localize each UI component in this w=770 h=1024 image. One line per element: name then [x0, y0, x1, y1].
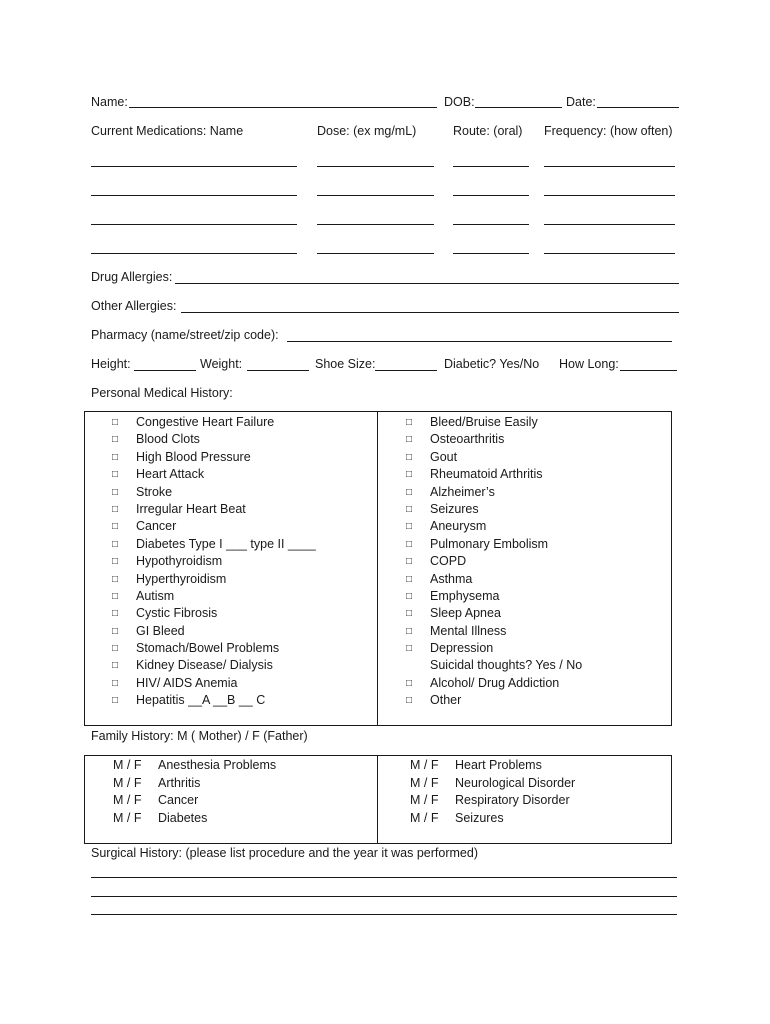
medication-route-field[interactable]	[453, 224, 529, 225]
how-long-label: How Long:	[559, 357, 619, 371]
medication-name-field[interactable]	[91, 195, 297, 196]
height-field[interactable]	[134, 370, 196, 371]
checkbox-icon[interactable]: □	[406, 434, 413, 446]
checkbox-icon[interactable]: □	[112, 451, 119, 463]
medication-route-field[interactable]	[453, 195, 529, 196]
checkbox-icon[interactable]: □	[406, 521, 413, 533]
medication-frequency-field[interactable]	[544, 166, 675, 167]
medication-dose-field[interactable]	[317, 166, 434, 167]
checkbox-icon[interactable]: □	[112, 556, 119, 568]
drug-allergies-field[interactable]	[175, 283, 679, 284]
medications-route-heading: Route: (oral)	[453, 124, 523, 138]
checkbox-icon[interactable]: □	[112, 590, 119, 602]
medication-name-field[interactable]	[91, 253, 297, 254]
medications-frequency-heading: Frequency: (how often)	[544, 124, 673, 138]
checkbox-icon[interactable]: □	[112, 643, 119, 655]
dob-label: DOB:	[444, 95, 475, 109]
checkbox-icon[interactable]: □	[112, 503, 119, 515]
checkbox-icon[interactable]: □	[406, 695, 413, 707]
relation-marker[interactable]: M / F	[410, 758, 439, 772]
medication-frequency-field[interactable]	[544, 224, 675, 225]
surgical-history-title: Surgical History: (please list procedure and the year it was performed)	[91, 846, 478, 860]
checkbox-icon[interactable]: □	[112, 434, 119, 446]
checkbox-icon[interactable]: □	[112, 486, 119, 498]
checkbox-icon[interactable]: □	[406, 556, 413, 568]
relation-marker[interactable]: M / F	[113, 810, 142, 825]
medications-name-heading: Current Medications: Name	[91, 124, 244, 138]
checkbox-icon[interactable]: □	[406, 469, 413, 481]
checkbox-icon[interactable]: □	[112, 695, 119, 707]
relation-marker[interactable]: M / F	[113, 793, 142, 807]
relation-marker[interactable]: M / F	[410, 775, 439, 790]
checkbox-icon[interactable]: □	[406, 677, 413, 689]
personal-history-title: Personal Medical History:	[91, 386, 233, 400]
surgical-history-line[interactable]	[91, 877, 677, 878]
surgical-history-line[interactable]	[91, 914, 677, 915]
pharmacy-field[interactable]	[287, 341, 672, 342]
checkbox-icon[interactable]: □	[406, 573, 413, 585]
name-field[interactable]	[129, 107, 437, 108]
pharmacy-label: Pharmacy (name/street/zip code):	[91, 328, 279, 342]
dob-field[interactable]	[475, 107, 562, 108]
personal-history-divider	[377, 411, 378, 726]
checkbox-icon[interactable]: □	[406, 643, 413, 655]
medication-dose-field[interactable]	[317, 224, 434, 225]
name-label: Name:	[91, 95, 128, 109]
checkbox-icon[interactable]: □	[112, 469, 119, 481]
checkbox-icon[interactable]: □	[406, 608, 413, 620]
how-long-field[interactable]	[620, 370, 677, 371]
family-history-divider	[377, 755, 378, 844]
medication-route-field[interactable]	[453, 253, 529, 254]
other-allergies-label: Other Allergies:	[91, 299, 177, 313]
relation-marker[interactable]: M / F	[410, 810, 439, 825]
checkbox-icon[interactable]: □	[112, 538, 119, 550]
weight-label: Weight:	[200, 357, 243, 371]
checkbox-icon[interactable]: □	[406, 538, 413, 550]
checkbox-icon[interactable]: □	[406, 625, 413, 637]
diabetic-question[interactable]: Diabetic? Yes/No	[444, 357, 540, 371]
medication-frequency-field[interactable]	[544, 253, 675, 254]
checkbox-icon[interactable]: □	[406, 417, 413, 428]
medications-dose-heading: Dose: (ex mg/mL)	[317, 124, 417, 138]
family-history-title: Family History: M ( Mother) / F (Father)	[91, 729, 308, 743]
date-field[interactable]	[597, 107, 679, 108]
shoe-size-field[interactable]	[375, 370, 437, 371]
checkbox-icon[interactable]: □	[112, 608, 119, 620]
checkbox-icon[interactable]: □	[112, 573, 119, 585]
medication-frequency-field[interactable]	[544, 195, 675, 196]
checkbox-icon[interactable]: □	[406, 486, 413, 498]
checkbox-icon[interactable]: □	[112, 521, 119, 533]
checkbox-icon[interactable]: □	[112, 417, 119, 428]
checkbox-icon[interactable]: □	[406, 590, 413, 602]
medication-dose-field[interactable]	[317, 195, 434, 196]
medication-route-field[interactable]	[453, 166, 529, 167]
checkbox-icon[interactable]: □	[112, 677, 119, 689]
medication-name-field[interactable]	[91, 224, 297, 225]
other-allergies-field[interactable]	[181, 312, 679, 313]
checkbox-icon[interactable]: □	[112, 625, 119, 637]
relation-marker[interactable]: M / F	[410, 793, 439, 807]
surgical-history-line[interactable]	[91, 896, 677, 897]
medication-dose-field[interactable]	[317, 253, 434, 254]
relation-marker[interactable]: M / F	[113, 758, 142, 772]
relation-marker[interactable]: M / F	[113, 775, 142, 790]
shoe-size-label: Shoe Size:	[315, 357, 376, 371]
checkbox-icon[interactable]: □	[406, 503, 413, 515]
medication-name-field[interactable]	[91, 166, 297, 167]
checkbox-icon[interactable]: □	[112, 660, 119, 672]
checkbox-icon[interactable]: □	[406, 451, 413, 463]
weight-field[interactable]	[247, 370, 309, 371]
drug-allergies-label: Drug Allergies:	[91, 270, 173, 284]
height-label: Height:	[91, 357, 131, 371]
date-label: Date:	[566, 95, 596, 109]
